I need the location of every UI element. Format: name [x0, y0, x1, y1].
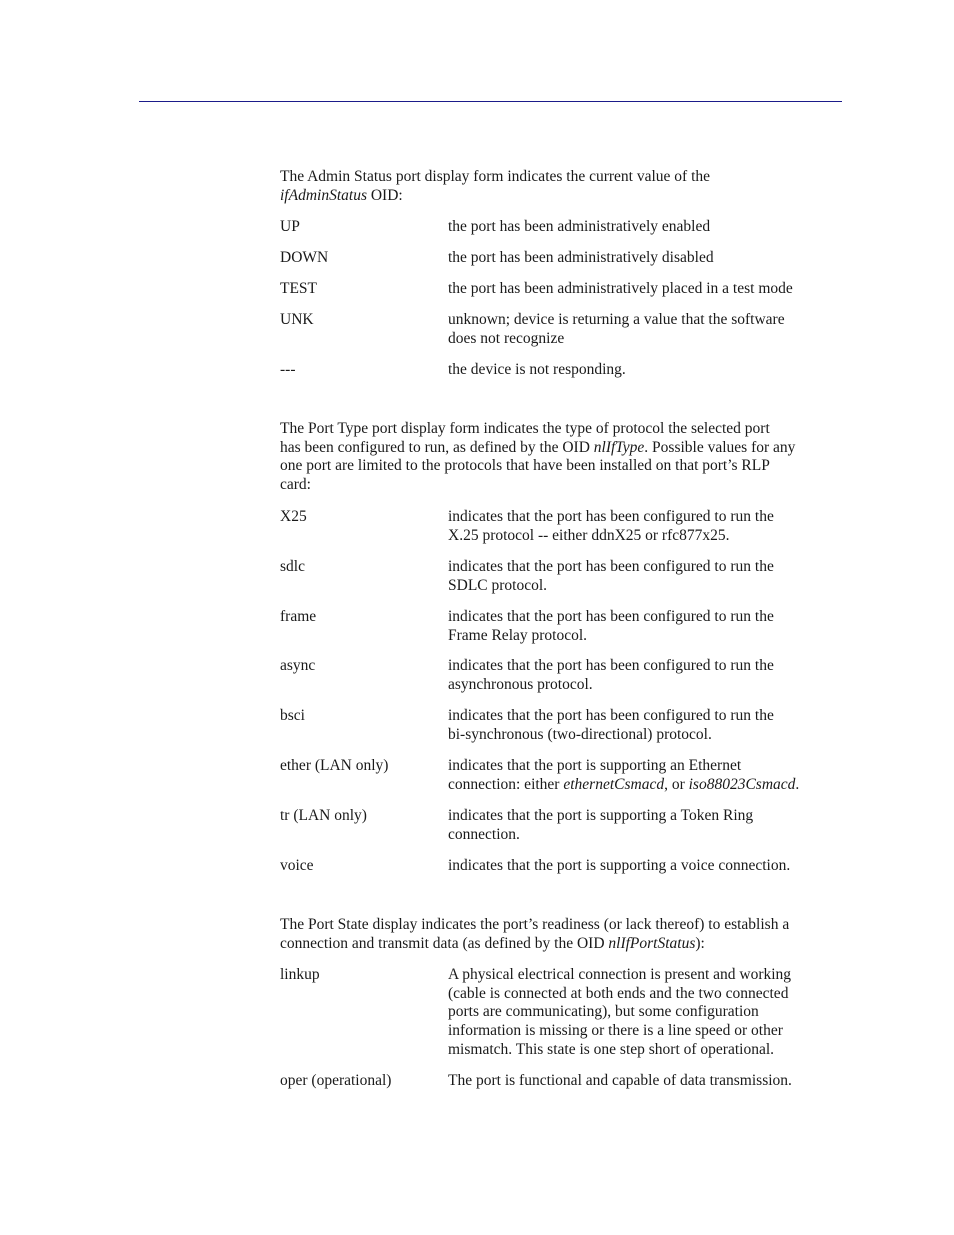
- oid-name: nlIfPortStatus: [608, 934, 696, 952]
- port-state-intro: The Port State display indicates the port’s readiness (or lack thereof) to establish a connection and transmit data (as defined by the OID nlIfPortStatus):: [280, 916, 790, 952]
- term: async: [280, 657, 316, 674]
- header-rule: [139, 101, 842, 102]
- description: the port has been administratively placed in a test mode: [448, 280, 793, 297]
- description: indicates that the port has been configured to run the bi-synchronous (two-directional) protocol.: [448, 707, 774, 743]
- term: voice: [280, 857, 314, 874]
- term: TEST: [280, 280, 318, 297]
- port-state-section: [280, 916, 845, 1089]
- term: UNK: [280, 311, 314, 328]
- term: X25: [280, 508, 307, 525]
- oid-name: ethernetCsmacd: [563, 775, 665, 793]
- oid-name: iso88023Csmacd: [688, 775, 796, 793]
- description: A physical electrical connection is present and working (cable is connected at both ends and the two connected ports are communicating), but some configuration information is missing or there is a line speed or other mismatch. This state is one step short of operational.: [448, 966, 792, 1058]
- description: indicates that the port is supporting a voice connection.: [448, 857, 791, 874]
- description: indicates that the port has been configured to run the Frame Relay protocol.: [448, 608, 774, 644]
- term: DOWN: [280, 249, 329, 266]
- description: indicates that the port has been configured to run the SDLC protocol.: [448, 558, 774, 594]
- description: indicates that the port has been configured to run the asynchronous protocol.: [448, 657, 774, 693]
- description: the device is not responding.: [448, 361, 626, 378]
- description: indicates that the port has been configured to run the X.25 protocol -- either ddnX25 or rfc877x25.: [448, 508, 774, 544]
- admin-status-section: [280, 168, 845, 378]
- description: The port is functional and capable of data transmission.: [448, 1072, 792, 1089]
- term: oper (operational): [280, 1072, 392, 1089]
- description: indicates that the port is supporting an Ethernet connection: either ethernetCsmacd, or iso88023Csmacd.: [448, 757, 800, 793]
- term: frame: [280, 608, 317, 625]
- term: linkup: [280, 966, 320, 983]
- description: indicates that the port is supporting a Token Ring connection.: [448, 807, 754, 843]
- term: sdlc: [280, 558, 305, 575]
- intro-text: OID:: [366, 186, 403, 204]
- port-type-section: [280, 420, 845, 874]
- description: unknown; device is returning a value that the software does not recognize: [448, 311, 785, 347]
- description: the port has been administratively disabled: [448, 249, 714, 266]
- oid-name: ifAdminStatus: [280, 186, 367, 204]
- term: bsci: [280, 707, 305, 724]
- oid-name: nlIfType: [593, 438, 645, 456]
- term: ---: [280, 361, 296, 378]
- term: UP: [280, 218, 300, 235]
- admin-status-intro: [280, 168, 845, 205]
- port-type-intro: The Port Type port display form indicates the type of protocol the selected port has been configured to run, as defined by the OID nlIfType. Possible values for any one port are limited to the protocols that have been installed on that port’s RLP card:: [280, 420, 796, 494]
- intro-text: The Admin Status port display form indicates the current value of the: [280, 168, 711, 185]
- term: ether (LAN only): [280, 757, 389, 774]
- description: the port has been administratively enabled: [448, 218, 711, 235]
- term: tr (LAN only): [280, 807, 367, 824]
